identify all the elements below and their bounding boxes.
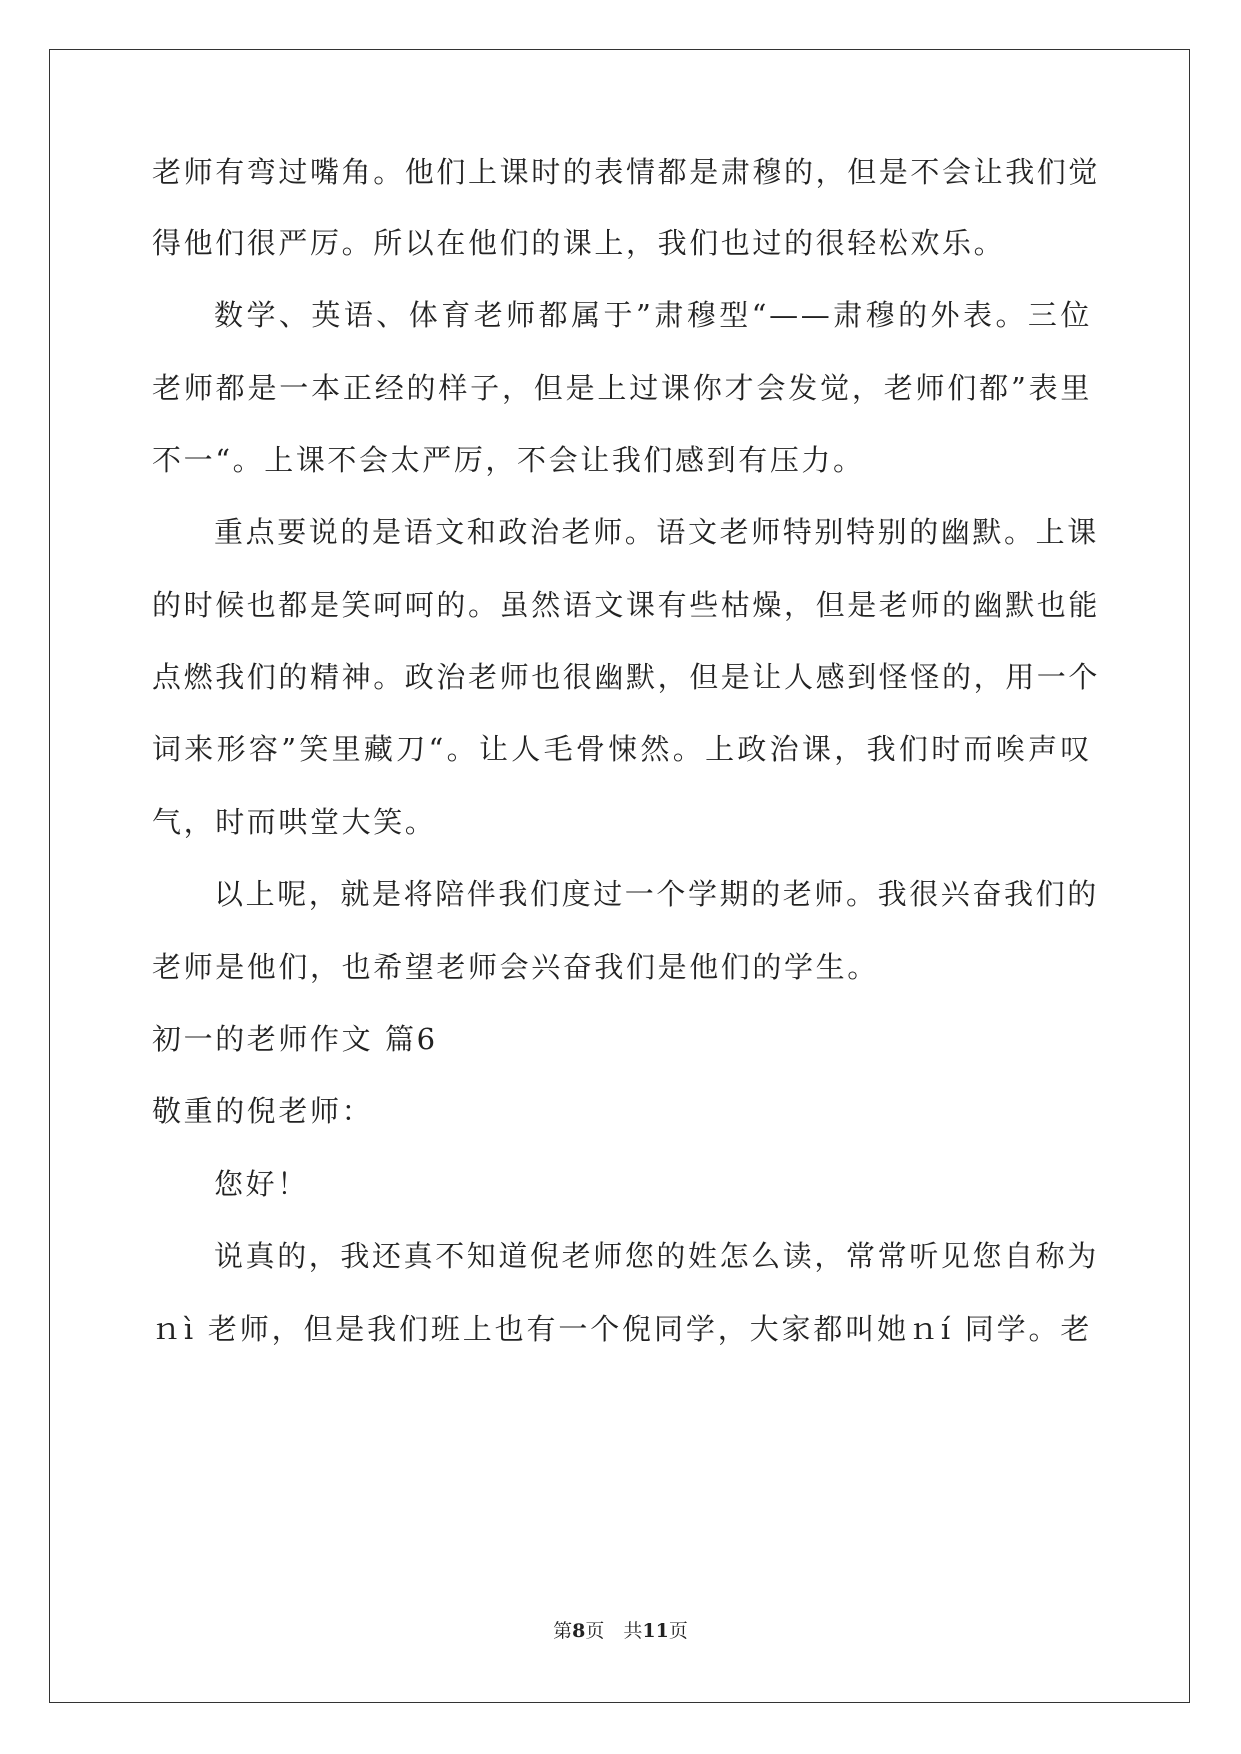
text-line: 气，时而哄堂大笑。 — [152, 805, 437, 839]
text-line: 以上呢，就是将陪伴我们度过一个学期的老师。我很兴奋我们的 — [214, 877, 1099, 911]
footer-total-pages: 11 — [642, 1620, 669, 1642]
text-line: 老师有弯过嘴角。他们上课时的表情都是肃穆的，但是不会让我们觉 — [152, 155, 1101, 189]
text-line: 点燃我们的精神。政治老师也很幽默，但是让人感到怪怪的，用一个 — [152, 660, 1101, 694]
text-line: 数学、英语、体育老师都属于”肃穆型“——肃穆的外表。三位 — [214, 298, 1092, 332]
text-line: ｎì 老师，但是我们班上也有一个倪同学，大家都叫她ｎí 同学。老 — [152, 1312, 1092, 1346]
section-heading: 初一的老师作文 篇6 — [152, 1022, 438, 1056]
text-line: 重点要说的是语文和政治老师。语文老师特别特别的幽默。上课 — [214, 515, 1099, 549]
footer-page-number: 8 — [572, 1620, 586, 1642]
text-line: 老师都是一本正经的样子，但是上过课你才会发觉，老师们都”表里 — [152, 371, 1092, 405]
footer-suffix: 页 — [668, 1620, 688, 1642]
salutation: 敬重的倪老师： — [152, 1094, 374, 1128]
text-line: 词来形容”笑里藏刀“。让人毛骨悚然。上政治课，我们时而唉声叹 — [152, 732, 1092, 766]
text-line: 的时候也都是笑呵呵的。虽然语文课有些枯燥，但是老师的幽默也能 — [152, 588, 1101, 622]
page-footer — [0, 1619, 1241, 1643]
text-line: 老师是他们，也希望老师会兴奋我们是他们的学生。 — [152, 950, 879, 984]
footer-mid: 页 共 — [585, 1620, 643, 1642]
text-line: 得他们很严厉。所以在他们的课上，我们也过的很轻松欢乐。 — [152, 226, 1006, 260]
footer-prefix: 第 — [553, 1620, 573, 1642]
text-line: 说真的，我还真不知道倪老师您的姓怎么读，常常听见您自称为 — [214, 1239, 1099, 1273]
greeting: 您好！ — [214, 1167, 309, 1201]
text-line: 不一“。上课不会太严厉，不会让我们感到有压力。 — [152, 443, 865, 477]
